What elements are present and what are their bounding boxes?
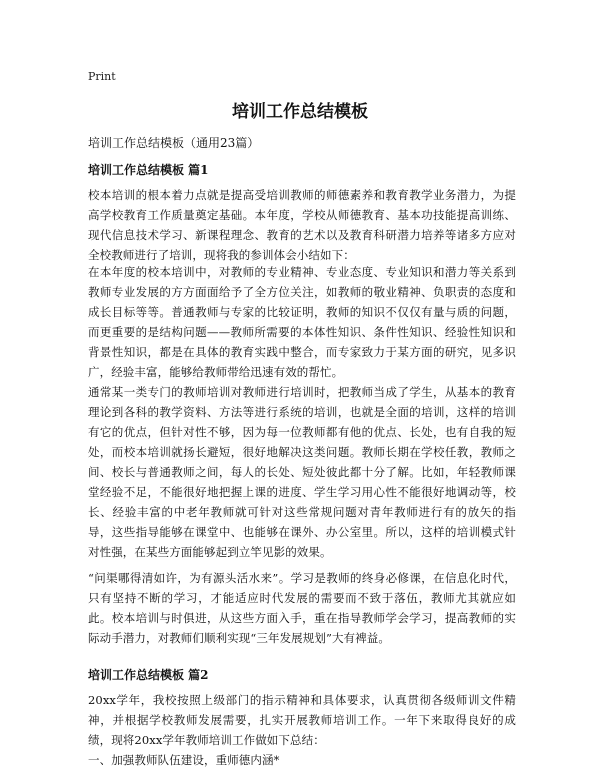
paragraph: 20xx学年，我校按照上级部门的指示精神和具体要求，认真贯彻各级师训文件精神，并根据学校教师发展需要，扎实开展教师培训工作。一年下来取得良好的成绩，现将20xx学年教师培训工作做如下总结： (88, 693, 516, 747)
paragraph: 在本年度的校本培训中，对教师的专业精神、专业态度、专业知识和潜力等关系到教师专业发展的方方面面给予了全方位关注，如教师的敬业精神、负职责的态度和成长目标等等。普通教师与专家的比较证明，教师的知识不仅仅有量与质的问题，而更重要的是结构问题——教师所需要的本体性知识、条件性知识、经验性知识和背景性知识，都是在具体的教育实践中整合，而专家致力于某方面的研究，见多识广，经验丰富，能够给教师带给迅速有效的帮忙。 (88, 265, 516, 379)
paragraph: 通常某一类专门的教师培训对教师进行培训时，把教师当成了学生，从基本的教育理论到各科的教学资料、方法等进行系统的培训，也就是全面的培训，这样的培训有它的优点，但针对性不够，因为每一位教师都有他的优点、长处，也有自我的短处，而校本培训就扬长避短，很好地解决这类问题。教师长期在学校任教，教师之间、校长与普通教师之间，每人的长处、短处彼此都十分了解。比如，年轻教师课堂经验不足，不能很好地把握上课的进度、学生学习用心性不能很好地调动等，校长、经验丰富的中老年教师就可针对这些常规问题对青年教师进行有的放矢的指导，这些指导能够在课堂中、也能够在课外、办公室里。所以，这样的培训模式针对性强，在某些方面能够起到立竿见影的效果。 (88, 385, 516, 559)
print-label[interactable]: Print (88, 70, 116, 83)
document-title: 培训工作总结模板 (232, 102, 368, 122)
document-subtitle: 培训工作总结模板（通用23篇） (88, 136, 260, 150)
paragraph: 一、加强教师队伍建设，重师德内涵* (88, 753, 280, 767)
paragraph: 校本培训的根本着力点就是提高受培训教师的师德素养和教育教学业务潜力，为提高学校教育工作质量奠定基础。本年度，学校从师德教育、基本功技能提高训练、现代信息技术学习、新课程理念、教育的艺术以及教育科研潜力培养等诸多方应对全校教师进行了培训，现将我的参训体会小结如下： (88, 188, 516, 262)
section-heading-1: 培训工作总结模板 篇1 (88, 163, 209, 177)
section-heading-2: 培训工作总结模板 篇2 (88, 668, 209, 682)
paragraph: “问渠哪得清如许，为有源头活水来”。学习是教师的终身必修课，在信息化时代，只有坚持不断的学习，才能适应时代发展的需要而不致于落伍，教师尤其就应如此。校本培训与时俱进，从这些方面入手，重在指导教师学会学习，提高教师的实际动手潜力，对教师们顺利实现“三年发展规划”大有裨益。 (88, 571, 516, 645)
